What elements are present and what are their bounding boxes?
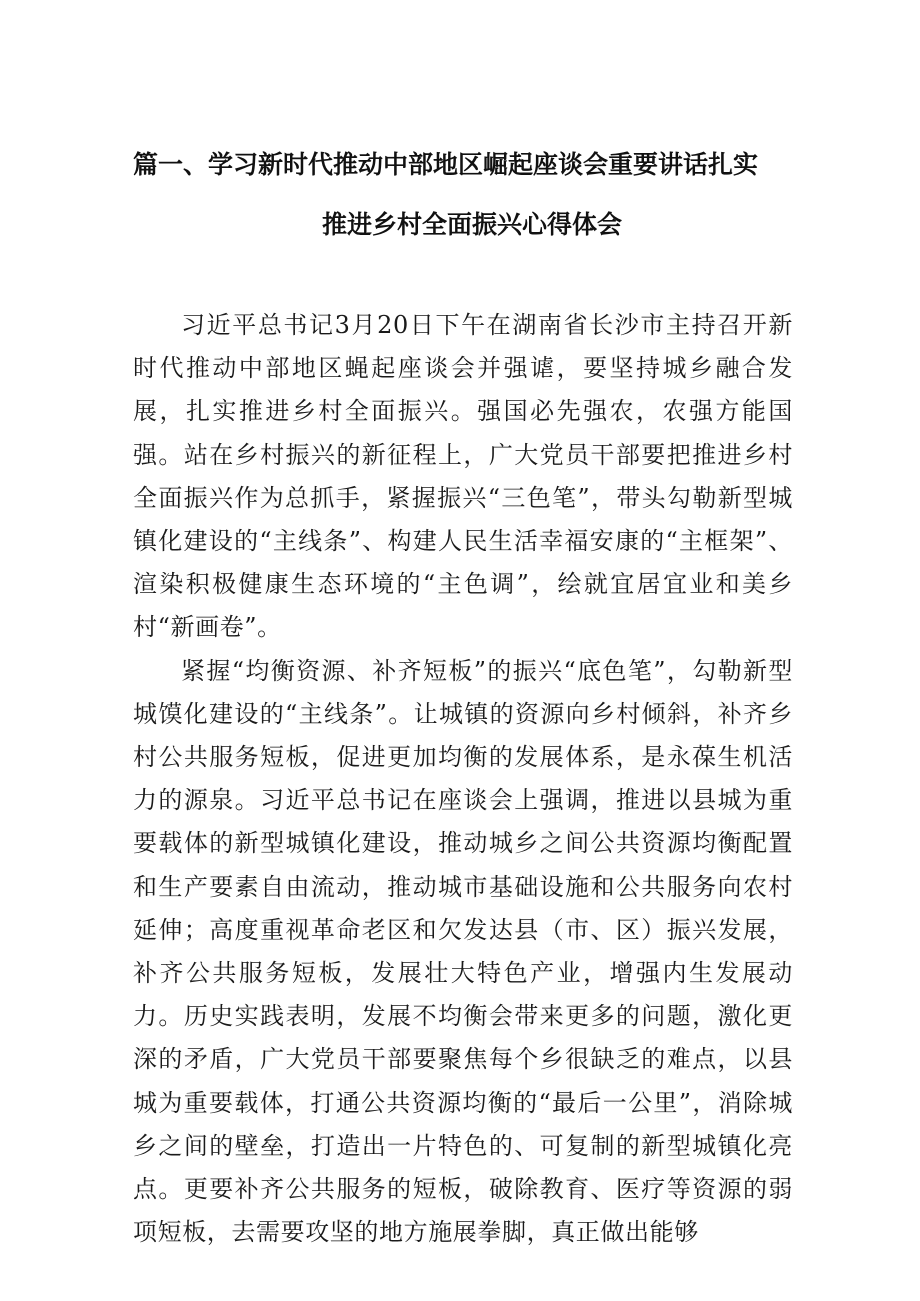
- paragraph-2: 紧握“均衡资源、补齐短板”的振兴“底色笔”，勾勒新型城馍化建设的“主线条”。让城镇的资源向乡村倾斜，补齐乡村公共服务短板，促进更加均衡的发展体系，是永葆生机活力的源泉。习近平总书记在座谈会上强调，推进以县城为重要载体的新型城镇化建设，推动城乡之间公共资源均衡配置和生产要素自由流动，推动城市基础设施和公共服务向农村延伸；高度重视革命老区和欠发达县（市、区）振兴发展，补齐公共服务短板，发展壮大特色产业，增强内生发展动力。历史实践表明，发展不均衡会带来更多的问题，激化更深的矛盾，广大党员干部要聚焦每个乡很缺乏的难点，以县城为重要载体，打通公共资源均衡的“最后一公里”，消除城乡之间的壁垒，打造出一片特色的、可复制的新型城镇化亮点。更要补齐公共服务的短板，破除教育、医疗等资源的弱项短板，去需要攻坚的地方施展拳脚，真正做出能够: [133, 656, 793, 1247]
- paragraph-1: 习近平总书记3月20日下午在湖南省长沙市主持召开新时代推动中部地区蝇起座谈会并强谑，要坚持城乡融合发展，扎实推进乡村全面振兴。强国必先强农，农强方能国强。站在乡村振兴的新征程上，广大党员干部要把推进乡村全面振兴作为总抓手，紧握振兴“三色笔”，带头勾勒新型城镇化建设的“主线条”、构建人民生活幸福安康的“主框架”、渲染积极健康生态环境的“主色调”，绘就宜居宜业和美乡村“新画卷”。: [133, 311, 793, 642]
- document-title-line-2: 推进乡村全面振兴心得体会: [322, 210, 623, 239]
- document-title-line-1: 篇一、学习新时代推动中部地区崛起座谈会重要讲话扎实: [133, 150, 759, 179]
- document-body: [133, 304, 793, 1254]
